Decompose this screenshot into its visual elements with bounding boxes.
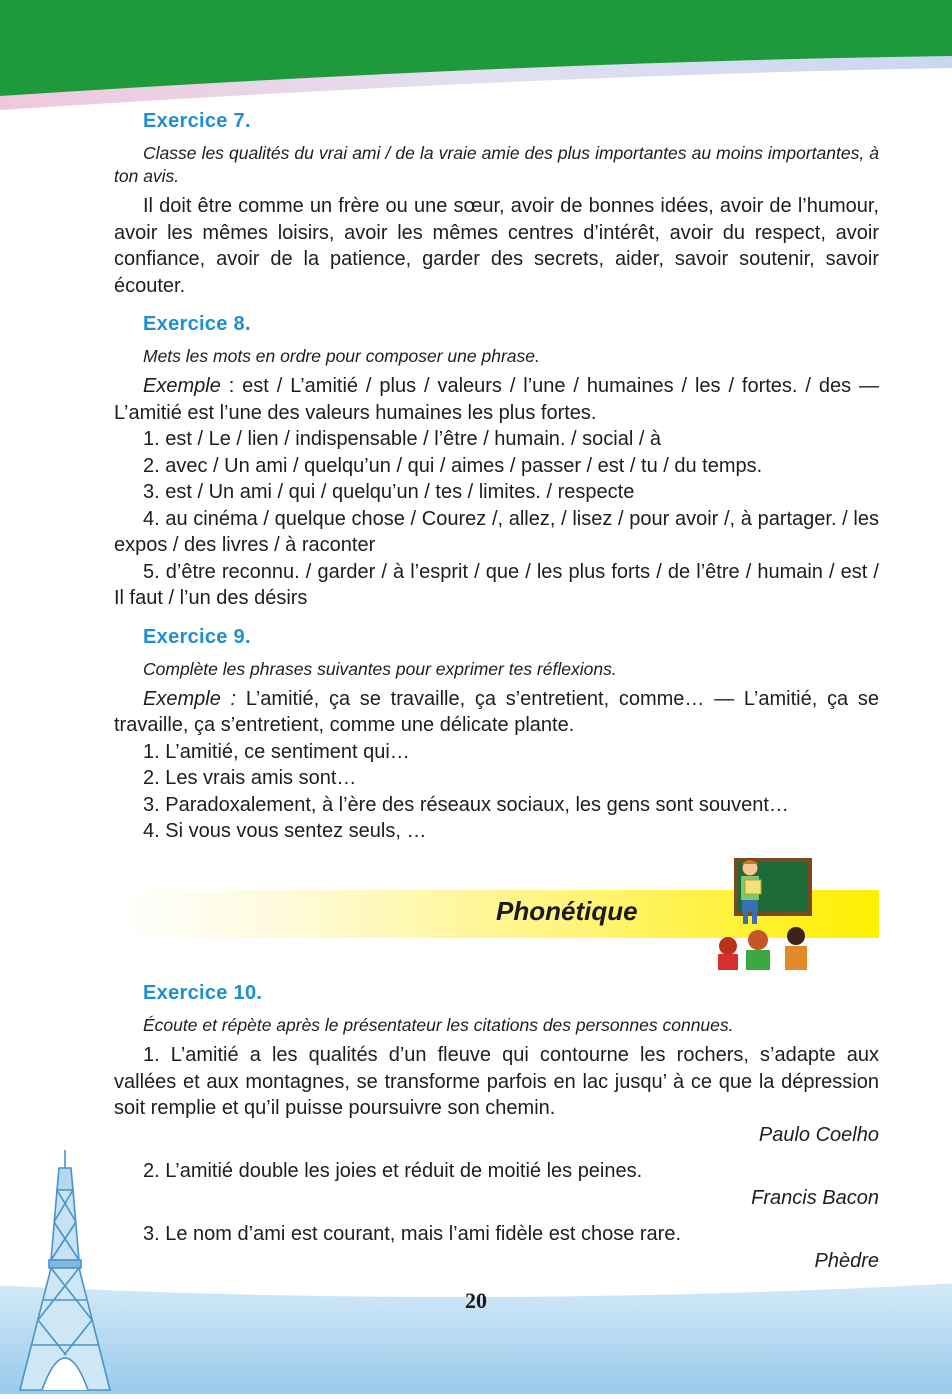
- exercise-title: Exercice 7.: [143, 110, 251, 132]
- exercise-9: [114, 624, 879, 845]
- page-number: 20: [465, 1288, 487, 1313]
- exercise-instruction: Classe les qualités du vrai ami / de la vraie amie des plus importantes au moins importantes, à ton avis.: [114, 143, 879, 186]
- quote-author: Francis Bacon: [751, 1186, 879, 1209]
- example-label: Exemple :: [143, 687, 237, 710]
- footer-band: [0, 1262, 952, 1394]
- quote-author: Phèdre: [814, 1249, 879, 1272]
- quote-text: 3. Le nom d’ami est courant, mais l’ami fidèle est chose rare.: [143, 1223, 682, 1245]
- example-paragraph: [114, 686, 879, 739]
- exercise-instruction: Écoute et répète après le présentateur les citations des personnes connues.: [143, 1015, 734, 1035]
- exercise-instruction: Complète les phrases suivantes pour exprimer tes réflexions.: [143, 658, 617, 679]
- exercise-10: [114, 980, 879, 1274]
- list-item: 5. d’être reconnu. / garder / à l’esprit / que / les plus forts / de l’être / humain / est / Il faut / l’un des désirs: [114, 560, 879, 609]
- quote-text: 1. L’amitié a les qualités d’un fleuve qui contourne les rochers, s’adapte aux vallées et aux montagnes, se transforme parfois en lac jusqu’ à ce que la dépression soit remplie et qu’il puisse poursuivre son chemin.: [114, 1044, 879, 1119]
- list-item: 3. Paradoxalement, à l’ère des réseaux sociaux, les gens sont souvent…: [143, 793, 789, 816]
- exercise-8: [114, 311, 879, 612]
- exercise-title: Exercice 9.: [143, 625, 251, 648]
- example-text: L’amitié, ça se travaille, ça s’entretient, comme… — L’amitié, ça se travaille, ça s’entretient, comme une délicate plante.: [114, 687, 879, 736]
- list-item: 1. L’amitié, ce sentiment qui…: [143, 740, 410, 763]
- example-label: Exemple: [143, 375, 221, 397]
- page-content: [114, 108, 879, 845]
- list-item: 3. est / Un ami / qui / quelqu’un / tes / limites. / respecte: [143, 481, 635, 503]
- exercise-instruction: Mets les mots en ordre pour composer une phrase.: [143, 346, 540, 366]
- exercise-text: Il doit être comme un frère ou une sœur, avoir de bonnes idées, avoir de l’humour, avoir les mêmes loisirs, avoir les mêmes centres d’intérêt, avoir du respect, avoir confiance, avoir de la patience, garder des secrets, aider, savoir soutenir, savoir écouter.: [114, 195, 879, 297]
- list-item: 1. est / Le / lien / indispensable / l’être / humain. / social / à: [143, 428, 662, 450]
- quote-text: 2. L’amitié double les joies et réduit de moitié les peines.: [143, 1160, 643, 1182]
- teacher-with-students-illustration: [712, 850, 817, 975]
- example-paragraph: [114, 373, 879, 426]
- list-item: 2. Les vrais amis sont…: [143, 767, 357, 789]
- exercise-title: Exercice 10.: [143, 982, 263, 1004]
- list-item: 4. Si vous vous sentez seuls, …: [143, 820, 427, 842]
- exercise-10-block: [114, 980, 879, 1274]
- section-title: Phonétique: [496, 896, 638, 926]
- exercise-7: [114, 108, 879, 299]
- list-item: 4. au cinéma / quelque chose / Courez /, allez, / lisez / pour avoir /, à partager. / les expos / des livres / à raconter: [114, 507, 879, 556]
- exercise-title: Exercice 8.: [143, 313, 251, 335]
- quote-author: Paulo Coelho: [758, 1123, 879, 1146]
- list-item: 2. avec / Un ami / quelqu’un / qui / aimes / passer / est / tu / du temps.: [143, 454, 763, 477]
- eiffel-tower-illustration: [6, 1150, 124, 1394]
- example-text: : est / L’amitié / plus / valeurs / l’une / humaines / les / fortes. / des — L’amitié est l’une des valeurs humaines les plus fortes.: [114, 375, 879, 424]
